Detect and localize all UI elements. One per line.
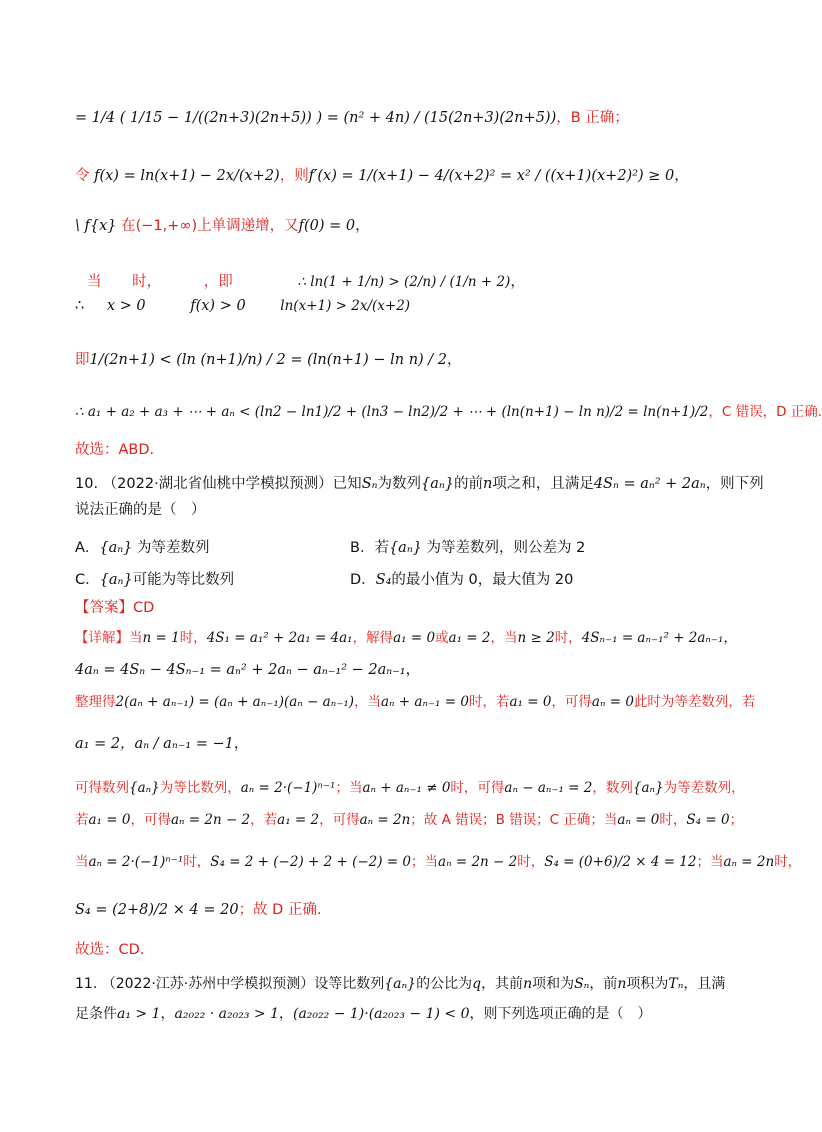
option-text: 为等差数列: [137, 540, 210, 556]
detail-line-5: [75, 778, 745, 798]
text-segment: ；当: [411, 854, 439, 870]
option-label: A．: [75, 540, 100, 556]
solution-line-4: [75, 272, 525, 292]
math-expression: S₄: [375, 572, 392, 588]
solution-line-1: [75, 108, 629, 128]
detail-line-1: [75, 628, 737, 648]
detail-label: 【详解】: [75, 630, 129, 646]
math-expression: n: [482, 476, 493, 492]
math-expression: 1/(2n+1) < (ln (n+1)/n) / 2 = (ln(n+1) − ln n) / 2: [89, 352, 448, 368]
question-10-stem-line-2: 说法正确的是（ ）: [75, 502, 206, 518]
text-segment: ，: [355, 218, 370, 234]
math-expression: S₄ = (2+8)/2 × 4 = 20: [75, 902, 239, 918]
text-segment: 时，: [554, 630, 582, 646]
solution-line-3: [75, 216, 370, 236]
question-number: 10.: [75, 476, 99, 492]
math-expression: S₄ = (0+6)/2 × 4 = 12: [544, 854, 697, 870]
text-segment: 时，: [774, 854, 802, 870]
text-segment: ，若: [250, 812, 278, 828]
question-number: 11.: [75, 976, 98, 992]
math-expression: S₄ = 2 + (−2) + 2 + (−2) = 0: [210, 854, 412, 870]
text-segment: 时，若: [468, 694, 510, 710]
math-expression: f(x) = ln(x+1) − 2x/(x+2): [94, 168, 280, 184]
math-expression: 4Sₙ₋₁ = aₙ₋₁² + 2aₙ₋₁: [581, 630, 724, 646]
text-segment: ，可得: [551, 694, 592, 710]
math-expression: a₁ = 2: [277, 812, 320, 828]
text-segment: 时，: [517, 854, 545, 870]
text-segment: 为等比数列，: [159, 780, 241, 796]
math-expression: aₙ = 2n: [359, 812, 411, 828]
math-expression: {aₙ}: [388, 540, 422, 556]
conclusion-text: ，C 错误，D 正确.: [708, 404, 822, 420]
text-segment: ，则: [279, 168, 309, 184]
math-expression: f(0) = 0: [298, 218, 356, 234]
text-segment: ，可得: [130, 812, 171, 828]
math-expression: a₁ = 2: [448, 630, 491, 646]
text-segment: ，: [233, 736, 249, 752]
solution-line-6: [75, 402, 822, 422]
text-segment: 时，: [132, 274, 162, 290]
math-expression: ln(x+1) > 2x/(x+2): [280, 298, 411, 314]
option-label: B．若: [350, 540, 389, 556]
math-expression: f′(x) = 1/(x+1) − 4/(x+2)² = x² / ((x+1)(x+2)²) ≥ 0: [308, 168, 675, 184]
text-segment: 时，: [659, 812, 687, 828]
option-b: [350, 536, 585, 557]
text-segment: 可得数列: [75, 780, 129, 796]
question-11-stem: [75, 974, 725, 994]
text-segment: 足条件: [75, 1006, 117, 1022]
math-expression: a₁ = 0: [393, 630, 436, 646]
text-segment: 的公比为: [416, 976, 473, 992]
text-segment: ，: [405, 662, 421, 678]
math-expression: a₁ = 0: [509, 694, 552, 710]
math-expression: a₁ = 0: [88, 812, 131, 828]
text-segment: ，: [674, 168, 689, 184]
option-a: [75, 536, 210, 557]
math-expression: aₙ + aₙ₋₁ = 0: [381, 694, 469, 710]
math-expression: S₄ = 0: [686, 812, 730, 828]
text-segment: ；: [729, 812, 744, 828]
option-d: [350, 568, 573, 589]
answer-choice-line: 故选：ABD.: [75, 442, 155, 458]
math-expression: (a₂₀₂₂ − 1)·(a₂₀₂₃ − 1) < 0: [292, 1006, 470, 1022]
answer-line: 【答案】CD: [75, 600, 155, 616]
text-segment: ，: [510, 274, 525, 290]
text-segment: ，数列: [592, 780, 633, 796]
math-expression: a₁ > 1: [117, 1006, 161, 1022]
option-label: C．: [75, 572, 100, 588]
text-segment: ，: [723, 630, 737, 646]
text-segment: 或: [435, 630, 449, 646]
math-expression: a₂₀₂₂ · a₂₀₂₃ > 1: [174, 1006, 279, 1022]
math-expression: n: [523, 976, 533, 992]
detail-line-2: [75, 660, 420, 680]
math-expression: \ f{x}: [75, 218, 117, 234]
text-segment: 当: [75, 854, 89, 870]
text-segment: ，当: [354, 694, 381, 710]
math-expression: a₁ = 2，aₙ / aₙ₋₁ = −1: [75, 736, 234, 752]
text-segment: 时，: [183, 854, 211, 870]
text-segment: ，则下列: [705, 476, 764, 492]
option-text: 的最小值为 0，最大值为 20: [391, 572, 574, 588]
text-segment: 整理得: [75, 694, 116, 710]
text-segment: 此时为等差数列，若: [633, 694, 756, 710]
math-expression: 4S₁ = a₁² + 2a₁ = 4a₁: [206, 630, 353, 646]
solution-line-5: [75, 350, 462, 370]
math-expression: aₙ = 2·(−1)ⁿ⁻¹: [88, 854, 184, 870]
text-segment: ，当: [490, 630, 518, 646]
math-expression: {aₙ}: [632, 780, 664, 796]
math-expression: aₙ = 2·(−1)ⁿ⁻¹: [240, 780, 336, 796]
math-expression: {aₙ}: [384, 976, 417, 992]
math-expression: f(x) > 0: [190, 298, 246, 314]
text-segment: 时，: [179, 630, 207, 646]
text-segment: ；当: [696, 854, 724, 870]
math-expression: x > 0: [106, 298, 146, 314]
text-segment: 项之和，且满足: [492, 476, 594, 492]
detail-line-3: [75, 692, 755, 712]
text-segment: ；当: [335, 780, 363, 796]
detail-line-4: [75, 734, 248, 754]
text-segment: ，: [160, 1006, 175, 1022]
text-segment: ，则下列选项正确的是（ ）: [469, 1006, 652, 1022]
conclusion-text: ，B 正确；: [556, 110, 629, 126]
text-segment: 即: [75, 352, 90, 368]
math-expression: {aₙ}: [421, 476, 454, 492]
text-segment: 当: [87, 274, 102, 290]
math-expression: Tₙ: [668, 976, 684, 992]
text-segment: 时，可得: [450, 780, 505, 796]
math-expression: {aₙ}: [99, 572, 133, 588]
text-segment: ，即: [203, 274, 233, 290]
math-expression: {aₙ}: [129, 780, 160, 796]
math-expression: q: [472, 976, 482, 992]
text-segment: 令: [75, 168, 90, 184]
text-segment: 项和为: [532, 976, 575, 992]
text-segment: ∴: [75, 298, 85, 314]
math-expression: {aₙ}: [99, 540, 133, 556]
math-expression: n ≥ 2: [517, 630, 555, 646]
text-segment: 若: [75, 812, 89, 828]
conclusion-text: ；故 D 正确.: [238, 902, 322, 918]
math-expression: 2(aₙ + aₙ₋₁) = (aₙ + aₙ₋₁)(aₙ − aₙ₋₁): [115, 694, 354, 710]
text-segment: 的前: [453, 476, 483, 492]
text-segment: ，: [278, 1006, 293, 1022]
option-label: D．: [350, 572, 376, 588]
math-expression: n: [617, 976, 627, 992]
solution-line-4b: [75, 296, 410, 316]
math-expression: aₙ − aₙ₋₁ = 2: [504, 780, 593, 796]
math-expression: 4aₙ = 4Sₙ − 4Sₙ₋₁ = aₙ² + 2aₙ − aₙ₋₁² − 2aₙ₋₁: [75, 662, 406, 678]
text-segment: ；故 A 错误；B 错误；C 正确；当: [410, 812, 618, 828]
text-segment: ，前: [589, 976, 618, 992]
math-expression: = 1/4 ( 1/15 − 1/((2n+3)(2n+5)) ) = (n² + 4n) / (15(2n+3)(2n+5)): [75, 110, 557, 126]
text-segment: ，解得: [352, 630, 394, 646]
option-c: [75, 568, 234, 589]
text-segment: 为数列: [377, 476, 421, 492]
math-expression: aₙ = 2n − 2: [438, 854, 518, 870]
math-expression: aₙ = 2n: [723, 854, 775, 870]
math-expression: ∴ ln(1 + 1/n) > (2/n) / (1/n + 2): [297, 274, 511, 290]
detail-line-6: [75, 810, 743, 830]
option-text: 为等差数列，则公差为 2: [426, 540, 586, 556]
text-segment: ，且满: [683, 976, 726, 992]
question-source: （2022·江苏·苏州中学模拟预测）设等比数列: [101, 976, 385, 992]
math-expression: Sₙ: [574, 976, 590, 992]
text-segment: 在(−1,+∞)上单调递增，又: [121, 218, 299, 234]
detail-line-7: [75, 852, 801, 872]
math-expression: 4Sₙ = aₙ² + 2aₙ: [593, 476, 706, 492]
math-expression: Sₙ: [361, 476, 378, 492]
text-segment: ，可得: [319, 812, 360, 828]
math-expression: aₙ = 0: [617, 812, 660, 828]
answer-choice-line: 故选：CD.: [75, 942, 145, 958]
math-expression: n = 1: [142, 630, 180, 646]
detail-line-8: [75, 900, 322, 920]
math-expression: aₙ = 2n − 2: [170, 812, 251, 828]
text-segment: ，: [447, 352, 462, 368]
math-expression: ∴ a₁ + a₂ + a₃ + ⋯ + aₙ < (ln2 − ln1)/2 + (ln3 − ln2)/2 + ⋯ + (ln(n+1) − ln n)/2 = ln(n+1)/2: [75, 404, 709, 420]
option-text: 可能为等比数列: [132, 572, 235, 588]
text-segment: ，其前: [481, 976, 524, 992]
math-expression: aₙ = 0: [591, 694, 634, 710]
text-segment: 为等差数列，: [663, 780, 745, 796]
text-segment: 项积为: [626, 976, 669, 992]
text-segment: 当: [129, 630, 143, 646]
math-expression: aₙ + aₙ₋₁ ≠ 0: [362, 780, 451, 796]
solution-line-2: [75, 166, 689, 186]
question-10-stem: [75, 474, 764, 494]
question-source: （2022·湖北省仙桃中学模拟预测）已知: [102, 476, 362, 492]
question-11-stem-line-2: [75, 1004, 652, 1024]
